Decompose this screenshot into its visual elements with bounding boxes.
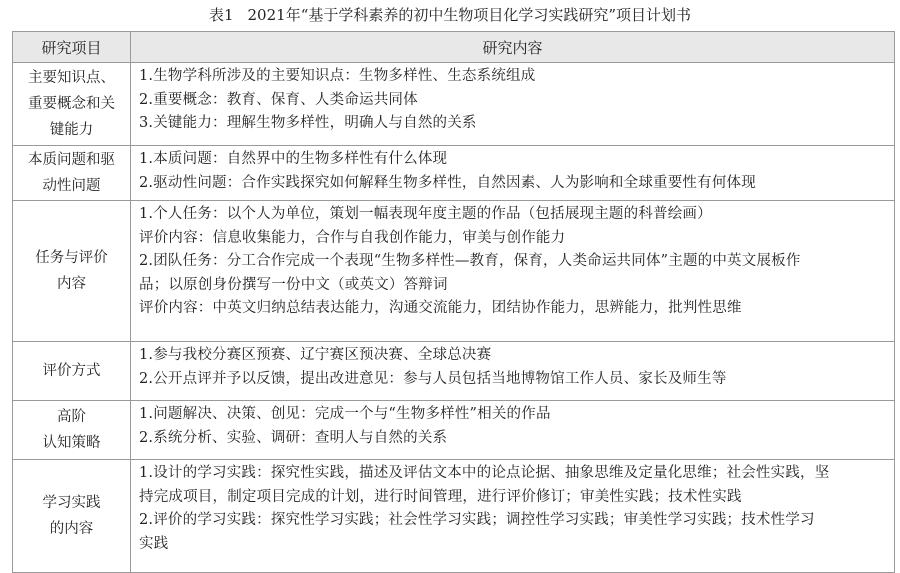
content-line: 2.评价的学习实践：探究性学习实践；社会性学习实践；调控性学习实践；审美性学习实践；技术性学习	[139, 512, 815, 528]
project-plan-table	[12, 31, 895, 573]
item-line: 认知策略	[42, 435, 101, 451]
item-line: 内容	[57, 276, 86, 292]
item-line: 动性问题	[42, 178, 101, 194]
table-row	[13, 146, 895, 201]
item-line: 主要知识点、	[28, 70, 115, 86]
content-line: 2.驱动性问题：合作实践探究如何解释生物多样性，自然因素、人为影响和全球重要性有何体现	[139, 174, 756, 191]
row-content-learning-practice	[131, 460, 895, 573]
content-line: 1.生物学科所涉及的主要知识点：生物多样性、生态系统组成	[139, 68, 536, 84]
row-item-tasks-evaluation	[13, 201, 131, 342]
item-line: 本质问题和驱	[28, 152, 115, 168]
item-line: 任务与评价	[35, 250, 108, 266]
content-line: 1.设计的学习实践：探究性实践，描述及评估文本中的论点论据、抽象思维及定量化思维；社会性实践，坚	[139, 465, 830, 481]
row-content-cognitive-strategies	[131, 401, 895, 460]
content-line: 实践	[139, 535, 169, 552]
table-row	[13, 201, 895, 342]
row-item-key-knowledge	[13, 63, 131, 146]
content-line: 评价内容：中英文归纳总结表达能力，沟通交流能力，团结协作能力，思辨能力，批判性思维	[139, 300, 742, 316]
content-line: 3.关键能力：理解生物多样性，明确人与自然的关系	[139, 115, 477, 131]
item-line: 高阶	[57, 409, 86, 425]
item-line: 重要概念和关	[28, 96, 115, 112]
header-row	[13, 32, 895, 63]
row-content-tasks-evaluation	[131, 201, 895, 342]
content-line: 1.问题解决、决策、创见：完成一个与“生物多样性”相关的作品	[139, 406, 551, 422]
content-line: 2.重要概念：教育、保育、人类命运共同体	[139, 91, 418, 108]
item-line: 学习实践	[42, 495, 101, 511]
row-item-evaluation-method	[13, 342, 131, 401]
row-content-essential-questions	[131, 146, 895, 201]
item-line: 键能力	[49, 122, 94, 138]
row-content-evaluation-method	[131, 342, 895, 401]
table-title: 2021年“基于学科素养的初中生物项目化学习实践研究”项目计划书	[247, 6, 692, 24]
row-content-key-knowledge	[131, 63, 895, 146]
header-research-content: 研究内容	[131, 32, 895, 63]
content-line: 2.系统分析、实验、调研：查明人与自然的关系	[139, 429, 448, 446]
table-row	[13, 342, 895, 401]
content-line: 2.团队任务：分工合作完成一个表现“生物多样性—教育，保育，人类命运共同体”主题的中英文展板作	[139, 253, 801, 269]
content-line: 1.参与我校分赛区预赛、辽宁赛区预决赛、全球总决赛	[139, 347, 492, 363]
content-line: 持完成项目，制定项目完成的计划，进行时间管理，进行评价修订；审美性实践；技术性实践	[139, 488, 742, 505]
table-caption	[0, 0, 900, 30]
item-line: 评价方式	[42, 363, 101, 379]
row-item-learning-practice	[13, 460, 131, 573]
table-row	[13, 63, 895, 146]
table-row	[13, 401, 895, 460]
content-line: 1.个人任务：以个人为单位，策划一幅表现年度主题的作品（包括展现主题的科普绘画）	[139, 206, 712, 222]
table-number: 表1	[208, 6, 234, 24]
content-line: 品；以原创身份撰写一份中文（或英文）答辩词	[139, 276, 448, 293]
content-line: 2.公开点评并予以反馈，提出改进意见：参与人员包括当地博物馆工作人员、家长及师生等	[139, 370, 727, 387]
content-line: 1.本质问题：自然界中的生物多样性有什么体现	[139, 151, 448, 167]
table-row	[13, 460, 895, 573]
header-research-item: 研究项目	[13, 32, 131, 63]
item-line: 的内容	[49, 521, 94, 537]
row-item-essential-questions	[13, 146, 131, 201]
row-item-cognitive-strategies	[13, 401, 131, 460]
content-line: 评价内容：信息收集能力，合作与自我创作能力，审美与创作能力	[139, 229, 566, 246]
